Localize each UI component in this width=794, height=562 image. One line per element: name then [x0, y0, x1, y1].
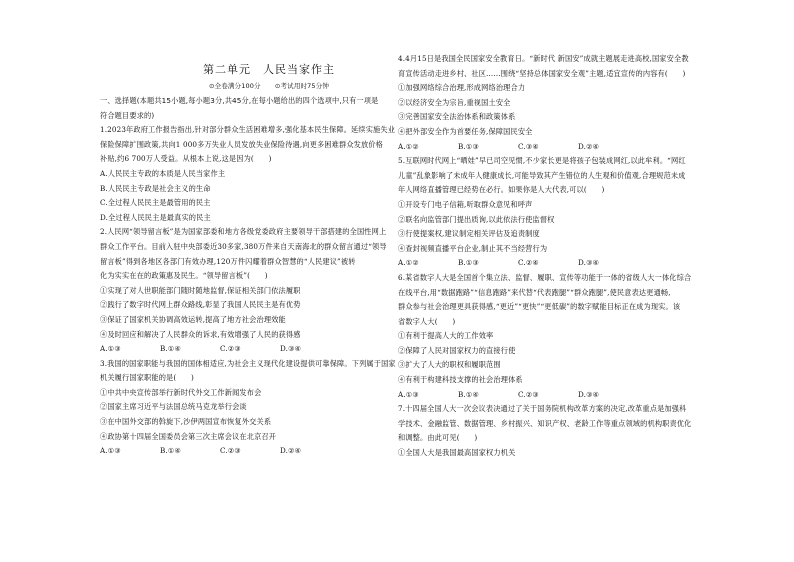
- question-stem-line: 群众参与社会治理更具获得感,“更近”“更快”“更低碳”的数字赋能目标正在成为现实。该: [398, 302, 681, 312]
- question-option: ③完善国家安全法治体系和政策体系: [398, 112, 516, 122]
- question-stem-line: 4.4月15日是我国全民国家安全教育日。“新时代 新国安”成就主题展走进高校,国家安全教: [398, 54, 689, 63]
- question-stem-line: 育宣传活动走进乡村、社区……围绕“坚持总体国家安全观”主题,适宜宣传的内容有( ): [398, 68, 686, 78]
- answer-choice: D.②④: [578, 141, 600, 151]
- section-heading: 一、选择题(本题共15小题,每小题3分,共45分,在每小题给出的四个选项中,只有一项是: [100, 96, 379, 105]
- question: [100, 357, 438, 459]
- answer-choice: B.①④: [160, 446, 182, 456]
- answer-choice: A.①②: [398, 141, 419, 151]
- question-option: ②国家主席习近平与法国总统马克龙举行会谈: [100, 402, 247, 412]
- answer-choice: D.②④: [280, 446, 302, 456]
- right-column: [398, 52, 736, 461]
- answer-choice: A.①③: [398, 389, 419, 399]
- answer-choice: A.①②: [398, 258, 419, 268]
- answer-choice: A.①③: [100, 344, 121, 354]
- answer-choices: [398, 256, 736, 271]
- answer-choice: B.①④: [458, 389, 480, 399]
- page-title: 第二单元 人民当家作主: [203, 63, 335, 76]
- question-option: A.人民民主专政的本质是人民当家作主: [100, 168, 226, 178]
- exam-meta: [100, 80, 438, 92]
- question-option: ④把外部安全作为首要任务,保障国民安全: [398, 126, 533, 136]
- question: [100, 123, 438, 225]
- question-stem-line: 7.十四届全国人大一次会议表决通过了关于国务院机构改革方案的决定,改革重点是加强科: [398, 404, 687, 414]
- question-option: ④及时回应和解决了人民群众的诉求,有效增强了人民的获得感: [100, 329, 301, 339]
- question-option: ①实现了对人世职能部门随时随地监督,保证相关部门依法履职: [100, 285, 301, 295]
- answer-choices: [398, 140, 736, 155]
- question-option: ③在中国外交部的斡旋下,沙伊两国宣布恢复外交关系: [100, 417, 272, 427]
- question-stem-line: 化为实实在在的政策惠及民生。“领导留言板”( ): [100, 271, 268, 281]
- question-stem-line: 3.我国的国家职能与我国的国体相适应,为社会主义现代化建设提供可靠保障。下列属于国家: [100, 358, 396, 368]
- question-option: ②保障了人民对国家权力的直接行使: [398, 345, 516, 355]
- question: [398, 154, 736, 271]
- question-stem-line: 1.2023年政府工作报告指出,针对部分群众生活困难增多,强化基本民生保障。延续实施失业: [100, 125, 396, 135]
- answer-choices: [100, 444, 438, 459]
- question-option: ①全国人大是我国最高国家权力机关: [398, 448, 516, 458]
- question-option: ②以经济安全为宗旨,重视国土安全: [398, 97, 511, 107]
- question: [398, 271, 736, 402]
- question-option: ③行使提案权,建议制定相关评估及追责制度: [398, 229, 540, 239]
- question-stem-line: 学技术、金融监管、数据管理、乡村振兴、知识产权、老龄工作等重点领域的机构职责优化: [398, 418, 692, 428]
- question-stem-line: 保险保障扩围政策,共向1 000多万失业人员发放失业保险待遇,向更多困难群众发放价格: [100, 139, 384, 149]
- question-stem-line: 留言板”得到各地区各部门有效办理,120万件闪耀着群众智慧的“人民建议”被转: [100, 256, 356, 266]
- right-questions: [398, 52, 736, 461]
- question-option: ②联名向监管部门提出质询,以此依法行使监督权: [398, 214, 555, 224]
- question-option: ①中共中央宣传部举行新时代外交工作新闻发布会: [100, 387, 262, 397]
- question-option: D.全过程人民民主是最真实的民主: [100, 212, 211, 222]
- question-option: ④政协第十四届全国委员会第三次主席会议在北京召开: [100, 431, 277, 441]
- question-stem-line: 儿童”乱象影响了未成年人健康成长,可能导致其产生错位的人生观和价值观,合理规范未成: [398, 170, 686, 180]
- question-stem-line: 补贴,约6 700万人受益。从根本上说,这是因为( ): [100, 154, 272, 164]
- question-stem-line: 6.某省数字人大是全国首个集立法、监督、履职、宣传等功能于一体的省级人大一体化综合: [398, 272, 692, 282]
- question-option: C.全过程人民民主是最管用的民主: [100, 198, 211, 208]
- answer-choices: [100, 342, 438, 357]
- left-column: [100, 40, 438, 459]
- question-option: ③保证了国家机关协调高效运转,提高了地方社会治理效能: [100, 314, 286, 324]
- answer-choice: C.②③: [518, 389, 540, 399]
- question-stem-line: 机关履行国家职能的是( ): [100, 373, 194, 383]
- question-stem-line: 年人网络直播管理已经势在必行。如果你是人大代表,可以( ): [398, 185, 605, 195]
- score-info: ⊙全卷满分100分: [209, 82, 261, 90]
- question-option: ①有利于提高人大的工作效率: [398, 331, 494, 341]
- answer-choice: A.①③: [100, 446, 121, 456]
- question: [398, 402, 736, 460]
- answer-choice: D.③④: [578, 258, 600, 268]
- question-stem-line: 和调整。由此可见( ): [398, 433, 478, 443]
- question-stem-line: 在线平台,用“数据跑路”“信息跑路”来代替“代表跑腿”“群众跑腿”,使民意表达更通畅,: [398, 287, 671, 297]
- question-stem-line: 群众工作平台。目前入驻中央部委近30多家,380万件来自天南海北的群众留言通过“领导: [100, 241, 387, 251]
- answer-choice: C.②④: [518, 258, 540, 268]
- question-option: ②践行了数字时代网上群众路线,彰显了我国人民民主是有优势: [100, 300, 301, 310]
- question: [100, 225, 438, 356]
- section-heading-cont: 符合题目要求的): [100, 110, 155, 120]
- question-option: ①加强网络综合治理,形成网络治理合力: [398, 83, 526, 93]
- time-info: ⊙考试用时75分钟: [274, 82, 329, 90]
- answer-choice: D.③④: [578, 389, 600, 399]
- question: [398, 52, 736, 154]
- question-stem-line: 5.互联网时代网上“晒娃”早已司空见惯,不少家长更是将孩子包装成网红,以此牟利。“网红: [398, 156, 686, 166]
- question-stem-line: 2.人民网“领导留言板”是为国家部委和地方各级党委政府主要领导干部搭建的全国性网上: [100, 227, 387, 237]
- answer-choice: B.①③: [458, 258, 480, 268]
- question-stem-line: 省数字人大( ): [398, 316, 456, 326]
- question-option: B.人民民主专政是社会主义的生命: [100, 183, 211, 193]
- answer-choices: [398, 388, 736, 403]
- left-questions: [100, 123, 438, 459]
- question-option: ③扩大了人大的职权和履职范围: [398, 360, 501, 370]
- answer-choice: C.②③: [220, 446, 242, 456]
- answer-choice: C.③④: [518, 141, 540, 151]
- question-option: ④查封视频直播平台企业,制止其不当经营行为: [398, 243, 548, 253]
- answer-choice: B.①④: [160, 344, 182, 354]
- answer-choice: C.②③: [220, 344, 242, 354]
- answer-choice: B.①③: [458, 141, 480, 151]
- question-option: ④有利于构建科技支撑的社会治理体系: [398, 375, 523, 385]
- answer-choice: D.③④: [280, 344, 302, 354]
- question-option: ①开设专门电子信箱,听取群众意见和呼声: [398, 199, 533, 209]
